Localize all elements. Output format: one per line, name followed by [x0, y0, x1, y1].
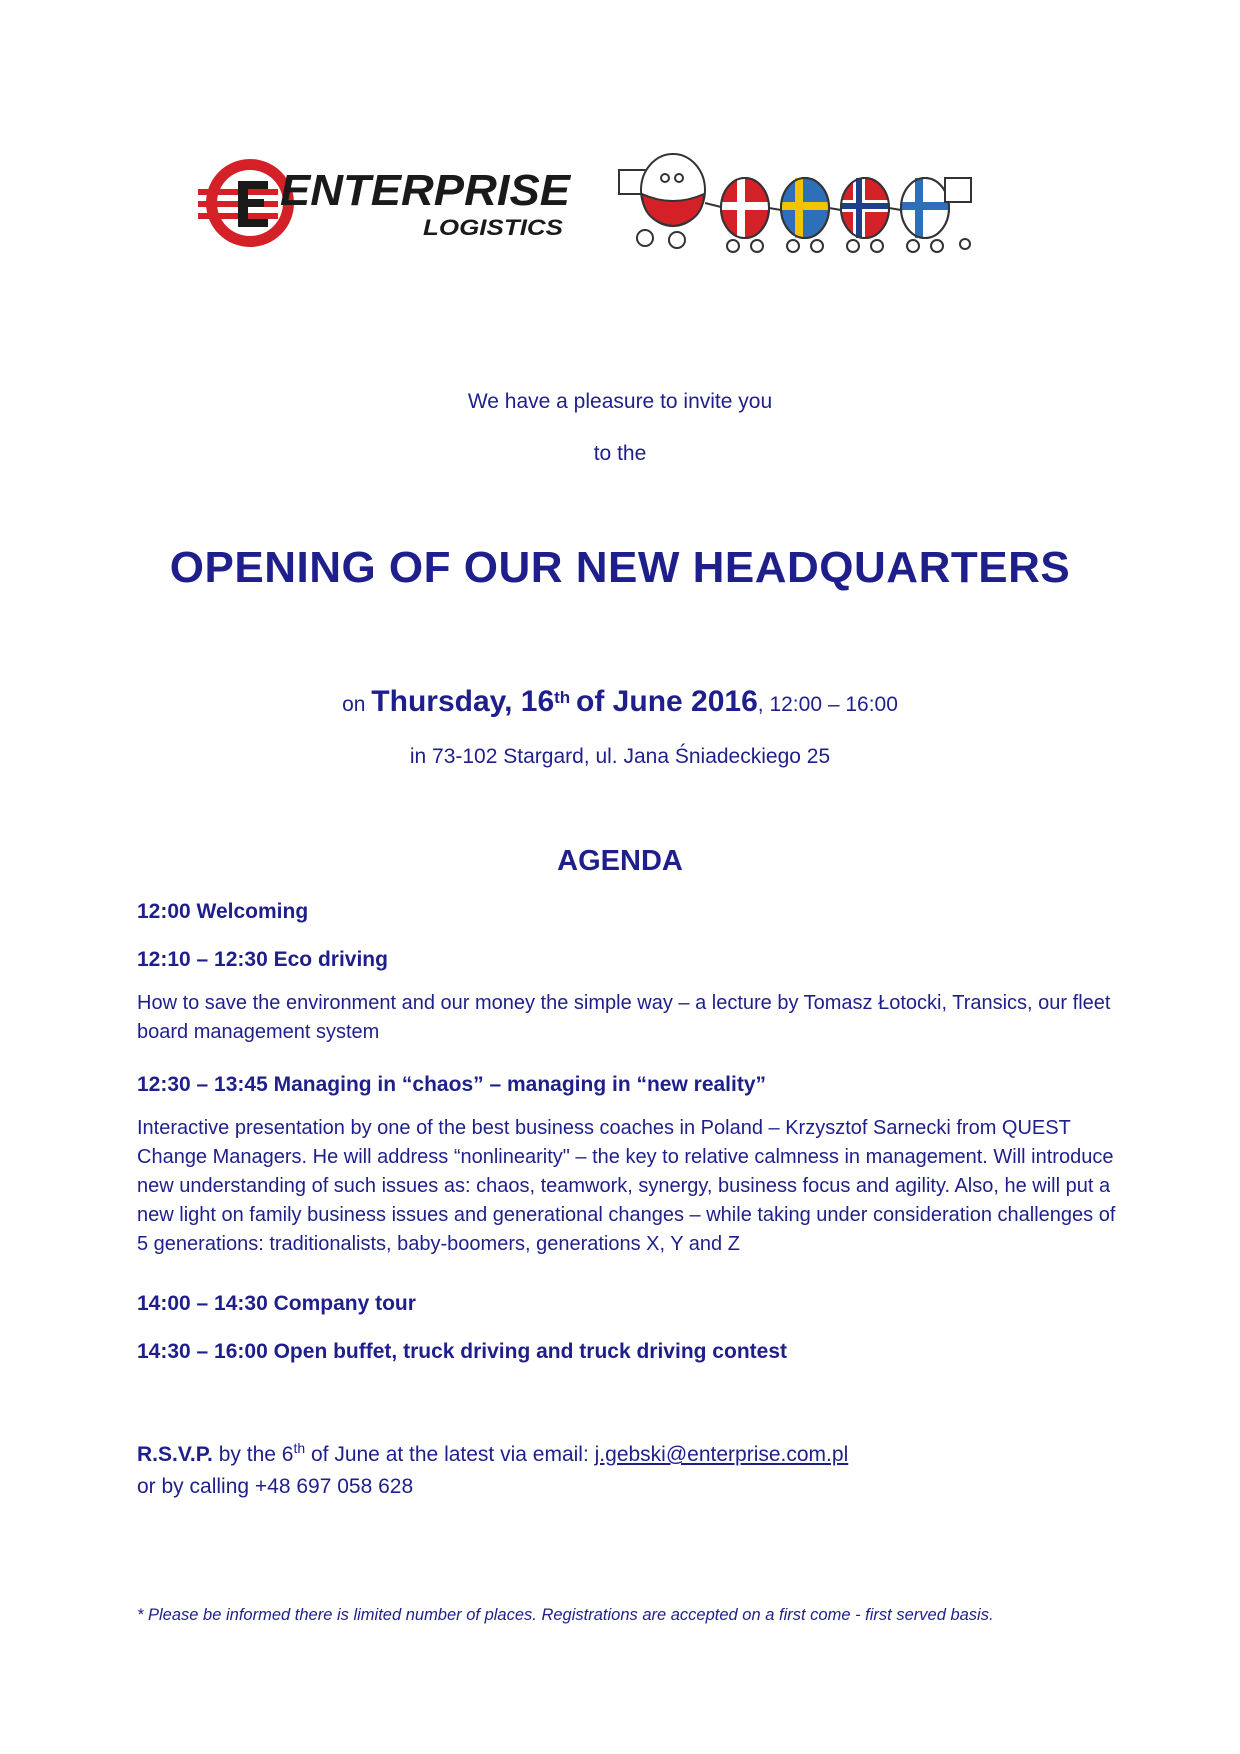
event-day-suffix: th: [554, 688, 571, 707]
agenda-item-description: Interactive presentation by one of the best business coaches in Poland – Krzysztof Sarnecki from QUEST Change Managers. He will address “nonlinearity" – the key to relative calmness in management. Will introduce new understanding of such issues as: chaos, teamwork, synergy, business focus and agility. Also, he will put a new light on family business issues and generational changes – while taking under consideration challenges of 5 generations: traditionalists, baby-boomers, generations X, Y and Z: [137, 1117, 1116, 1255]
agenda-item-title: 12:10 – 12:30 Eco driving: [137, 948, 388, 971]
rsvp-phone-line: or by calling +48 697 058 628: [137, 1475, 414, 1498]
agenda-item-title: 12:00 Welcoming: [137, 900, 309, 923]
event-date-line: [0, 685, 1240, 719]
agenda-item-title: 12:30 – 13:45 Managing in “chaos” – managing in “new reality”: [137, 1073, 767, 1096]
enterprise-logistics-logo: [198, 155, 578, 255]
agenda-item: [137, 898, 1127, 926]
logo-brand-main: ENTERPRISE: [280, 166, 572, 215]
rsvp-line: [137, 1432, 1127, 1471]
rsvp-text-after: of June at the latest via email:: [305, 1443, 595, 1466]
footnote: * Please be informed there is limited number of places. Registrations are accepted on a first come - first served basis.: [137, 1606, 994, 1624]
page-title: OPENING OF OUR NEW HEADQUARTERS: [169, 543, 1071, 592]
rsvp-sup: th: [293, 1440, 306, 1456]
invite-line-1: We have a pleasure to invite you: [467, 390, 773, 413]
agenda-item: [137, 1338, 1127, 1366]
agenda-item: [137, 946, 1127, 1047]
rsvp-block: [137, 1432, 1127, 1503]
logo-brand-sub: LOGISTICS: [423, 215, 564, 240]
agenda-item-title: 14:00 – 14:30 Company tour: [137, 1292, 416, 1315]
rsvp-label: R.S.V.P.: [137, 1443, 213, 1466]
agenda-item-title: 14:30 – 16:00 Open buffet, truck driving and truck driving contest: [137, 1340, 787, 1363]
date-prefix: on: [342, 693, 366, 716]
event-time: , 12:00 – 16:00: [757, 693, 898, 716]
agenda-item: [137, 1071, 1127, 1259]
event-weekday-day: Thursday, 16: [371, 685, 555, 718]
event-address: in 73-102 Stargard, ul. Jana Śniadeckiego 25: [409, 745, 831, 768]
agenda-item-description: How to save the environment and our money the simple way – a lecture by Tomasz Łotocki, Transics, our fleet board management system: [137, 992, 1111, 1043]
agenda-item: [137, 1290, 1127, 1318]
rsvp-text-before: by the 6: [212, 1443, 294, 1466]
rsvp-email-link[interactable]: j.gebski@enterprise.com.pl: [594, 1443, 849, 1466]
invite-line-2: to the: [593, 442, 647, 465]
agenda-heading: AGENDA: [557, 845, 683, 877]
event-month-year: of June 2016: [576, 685, 758, 718]
mascot-flags-illustration: [615, 148, 985, 258]
